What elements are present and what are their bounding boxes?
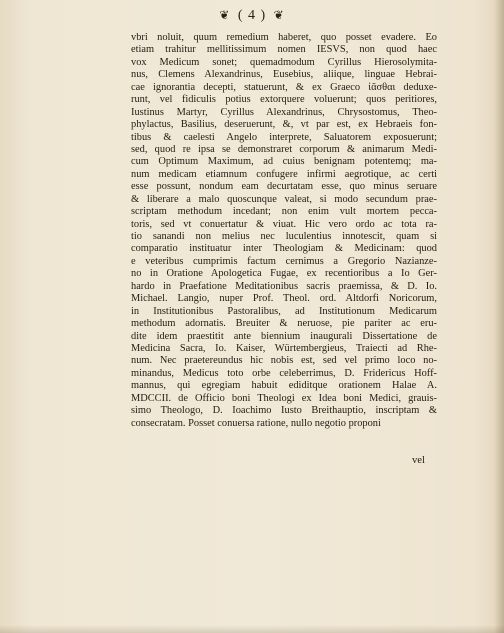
text-line: cum Optimum Maximum, ad cuius benignam potentemq; ma-	[131, 156, 437, 168]
text-line: vox Medicum sonet; quemadmodum Cyrillus Hierosolymita-	[131, 56, 437, 68]
page-edge-shadow	[494, 0, 504, 633]
text-line: mannus, qui egregiam habuit ediditque orationem Halae A.	[131, 380, 437, 392]
text-line: Medicina Sacra, Io. Kaiser, Würtembergieus, Traiecti ad Rhe-	[131, 342, 437, 354]
fleuron-right-icon: ❦	[273, 8, 285, 22]
text-line: e veteribus cumprimis factum cernimus a Gregorio Nazianze-	[131, 255, 437, 267]
text-line: vbri noluit, quum remedium haberet, quo posset evadere. Eo	[131, 32, 437, 43]
text-line: esse possunt, nondum eam decurtatam esse, quo minus seruare	[131, 181, 437, 193]
text-line: MDCCII. de Officio boni Theologi ex Idea boni Medici, grauis-	[131, 392, 437, 404]
text-line: methodum adornatis. Breuiter & neruose, pie pariter ac eru-	[131, 318, 437, 330]
text-line: no in Oratione Apologetica Fugae, ex recentioribus a Io Ger-	[131, 268, 437, 280]
text-line: runt, vel fidiculis potius extorquere voluerunt; quos peritiores,	[131, 94, 437, 106]
text-line: phylactus, Basilius, deseruerunt, &, vt par est, ex Hebraeis fon-	[131, 119, 437, 131]
text-line: scriptam methodum incedant; non enim vult mortem pecca-	[131, 206, 437, 218]
page-header	[0, 8, 504, 24]
text-line: tio sanandi non melius nec luculentius innotescit, quam si	[131, 231, 437, 242]
text-line: consecratam. Posset conuersa ratione, nullo negotio proponi	[131, 417, 381, 429]
text-line: Michael. Langio, nuper Prof. Theol. ord. Altdorfi Noricorum,	[131, 293, 437, 305]
text-line: Iustinus Martyr, Cyrillus Alexandrinus, Chrysostomus, Theo-	[131, 106, 437, 118]
text-line: hardo in Praefatione Meditationibus sacris praemissa, & D. Io.	[131, 280, 437, 292]
text-line: num. Nec praetereundus hic nobis est, sed vel primo loco no-	[131, 355, 437, 367]
text-line: minandus, Medicus toto orbe celeberrimus, D. Fridericus Hoff-	[131, 367, 437, 379]
catchword: vel	[412, 455, 425, 466]
page-bottom-shadow	[0, 625, 504, 633]
text-line: sed, quod re ipsa se demonstraret corporum & animarum Medi-	[131, 143, 437, 155]
text-line: nus, Clemens Alexandrinus, Eusebius, aliique, linguae Hebrai-	[131, 69, 437, 81]
text-line: etiam trahitur mellitissimum nomen IESVS, non quod haec	[131, 44, 437, 56]
text-line: comparatio instituatur inter Theologiam & Medicinam: quod	[131, 243, 437, 255]
fleuron-left-icon: ❦	[219, 8, 231, 22]
text-line: in Institutionibus Pastoralibus, ad Institutionum Medicarum	[131, 305, 437, 317]
text-line: dite idem praestitit ante biennium inaugurali Dissertatione de	[131, 330, 437, 342]
text-line: simo Theologo, D. Ioachimo Iusto Breithauptio, inscriptam &	[131, 405, 437, 417]
text-line: toris, sed vt conuertatur & viuat. Hic vero ordo ac tota ra-	[131, 218, 437, 230]
body-text	[131, 32, 437, 430]
text-line: tibus & caelesti Angelo interprete, Saluatorem exposuerunt;	[131, 131, 437, 143]
page-number: ( 4 )	[237, 8, 267, 23]
text-line: num medicam etiamnum confugere infirmi aegrotique, ac certi	[131, 168, 437, 180]
text-line: cae ignorantia decepti, statuerunt, & ex Graeco ἰᾶσθαι deduxe-	[131, 81, 437, 93]
text-line: & liberare a malo quoscunque valeat, si modo secundum prae-	[131, 193, 437, 205]
